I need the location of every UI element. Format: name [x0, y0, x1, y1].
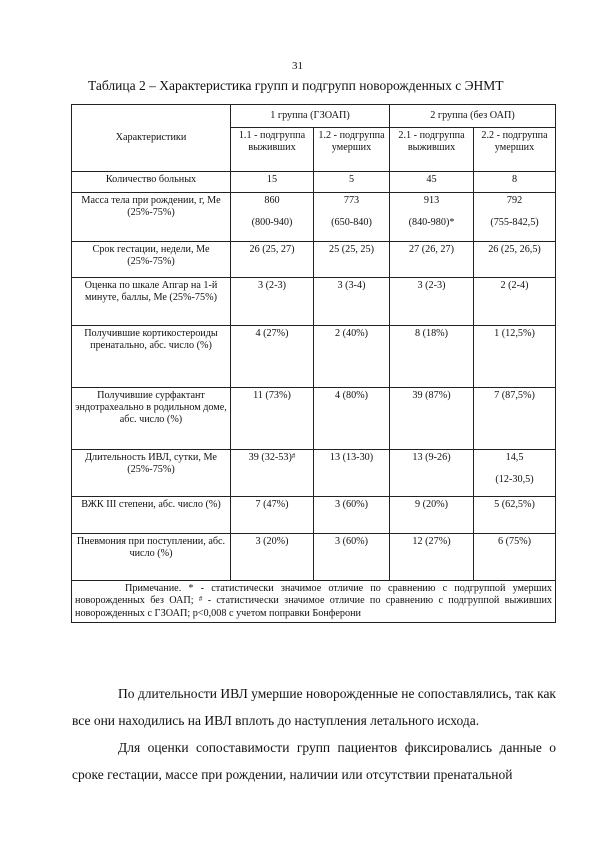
cell-value: 27 (26, 27): [390, 242, 474, 278]
cell-value: [390, 193, 474, 242]
cell-value: [314, 193, 390, 242]
characteristics-header: Характеристики: [72, 105, 231, 172]
significance-mark: #: [291, 452, 296, 460]
cell-value: 2 (2-4): [474, 278, 556, 326]
cell-value: 4 (80%): [314, 388, 390, 450]
range: (650-840): [331, 217, 372, 229]
paragraph-text: По длительности ИВЛ умершие новорожденные не сопоставлялись, так как все они находились на ИВЛ вплоть до наступления летального исхода.: [72, 686, 556, 728]
median: 773: [343, 195, 360, 206]
paragraph-text: Для оценки сопоставимости групп пациентов фиксировались данные о сроке гестации, массе при рождении, наличии или отсутствии пренатальной: [72, 740, 556, 782]
row-label: Оценка по шкале Апгар на 1-й минуте, баллы, Ме (25%-75%): [72, 278, 231, 326]
cell-value: 8 (18%): [390, 326, 474, 388]
row-label: Пневмония при поступлении, абс. число (%): [72, 534, 231, 581]
cell-value: 1 (12,5%): [474, 326, 556, 388]
cell-value: 3 (60%): [314, 497, 390, 534]
subgroup-1-2-header: 1.2 - подгруппа умерших: [314, 128, 390, 172]
median: 860: [264, 195, 280, 206]
subgroup-2-2-header: 2.2 - подгруппа умерших: [474, 128, 556, 172]
cell-value: 15: [231, 172, 314, 193]
cell-value: 45: [390, 172, 474, 193]
subgroup-1-1-header: 1.1 - подгруппа выживших: [231, 128, 314, 172]
row-label: ВЖК III степени, абс. число (%): [72, 497, 231, 534]
row-label: Срок гестации, недели, Ме (25%-75%): [72, 242, 231, 278]
page-number: 31: [292, 60, 303, 72]
table-note-row: [72, 581, 556, 623]
cell-value: 8: [474, 172, 556, 193]
cell-value: 26 (25, 27): [231, 242, 314, 278]
row-label: Количество больных: [72, 172, 231, 193]
value-text: 39 (32-53): [248, 452, 292, 463]
cell-value: 26 (25, 26,5): [474, 242, 556, 278]
note-part-1: Примечание. * - статистически значимое отличие по сравнению с подгруппой умерших новорожденных без ОАП;: [75, 583, 553, 607]
row-label: Масса тела при рождении, г, Ме (25%-75%): [72, 193, 231, 242]
range: (755-842,5): [490, 217, 539, 229]
median: 14,5: [505, 452, 524, 463]
cell-value: 12 (27%): [390, 534, 474, 581]
cell-value: 25 (25, 25): [314, 242, 390, 278]
cell-value: 7 (47%): [231, 497, 314, 534]
table-header-row: [72, 105, 556, 128]
cell-value: [474, 193, 556, 242]
median: 792: [506, 195, 523, 206]
group-1-header: 1 группа (ГЗОАП): [231, 105, 390, 128]
cell-value: 5 (62,5%): [474, 497, 556, 534]
table-note: [72, 581, 556, 623]
cell-value: [474, 450, 556, 497]
row-label: Длительность ИВЛ, сутки, Ме (25%-75%): [72, 450, 231, 497]
cell-value: 9 (20%): [390, 497, 474, 534]
table-row: [72, 326, 556, 388]
table-row: [72, 193, 556, 242]
cell-value: 13 (13-30): [314, 450, 390, 497]
body-paragraph-1: [72, 680, 556, 734]
cell-value: [231, 193, 314, 242]
row-label: Получившие сурфактант эндотрахеально в родильном доме, абс. число (%): [72, 388, 231, 450]
table-row: [72, 278, 556, 326]
note-part-2: - статистически значимое отличие по сравнению с подгруппой выживших новорожденных с ГЗОАП; p<0,008 с учетом поправки Бонферони: [75, 595, 553, 619]
table-row: [72, 534, 556, 581]
subgroup-2-1-header: 2.1 - подгруппа выживших: [390, 128, 474, 172]
cell-value: 6 (75%): [474, 534, 556, 581]
cell-value: 3 (3-4): [314, 278, 390, 326]
group-2-header: 2 группа (без ОАП): [390, 105, 556, 128]
body-paragraph-2: [72, 734, 556, 788]
cell-value: 3 (60%): [314, 534, 390, 581]
table-row: [72, 242, 556, 278]
cell-value: [231, 450, 314, 497]
table-row: [72, 497, 556, 534]
cell-value: 39 (87%): [390, 388, 474, 450]
range: (12-30,5): [495, 474, 534, 486]
range: (840-980)*: [408, 217, 455, 229]
median: 913: [423, 195, 440, 206]
table-row: [72, 450, 556, 497]
characteristics-table: [71, 104, 556, 623]
cell-value: 3 (20%): [231, 534, 314, 581]
cell-value: 2 (40%): [314, 326, 390, 388]
cell-value: 4 (27%): [231, 326, 314, 388]
cell-value: 3 (2-3): [231, 278, 314, 326]
note-mark: #: [198, 595, 203, 604]
cell-value: 5: [314, 172, 390, 193]
cell-value: 11 (73%): [231, 388, 314, 450]
table-row: [72, 172, 556, 193]
row-label: Получившие кортикостероиды пренатально, абс. число (%): [72, 326, 231, 388]
table-row: [72, 388, 556, 450]
cell-value: 13 (9-26): [390, 450, 474, 497]
range: (800-940): [251, 217, 293, 229]
table-caption: Таблица 2 – Характеристика групп и подгрупп новорожденных с ЭНМТ: [88, 78, 504, 93]
cell-value: 7 (87,5%): [474, 388, 556, 450]
cell-value: 3 (2-3): [390, 278, 474, 326]
